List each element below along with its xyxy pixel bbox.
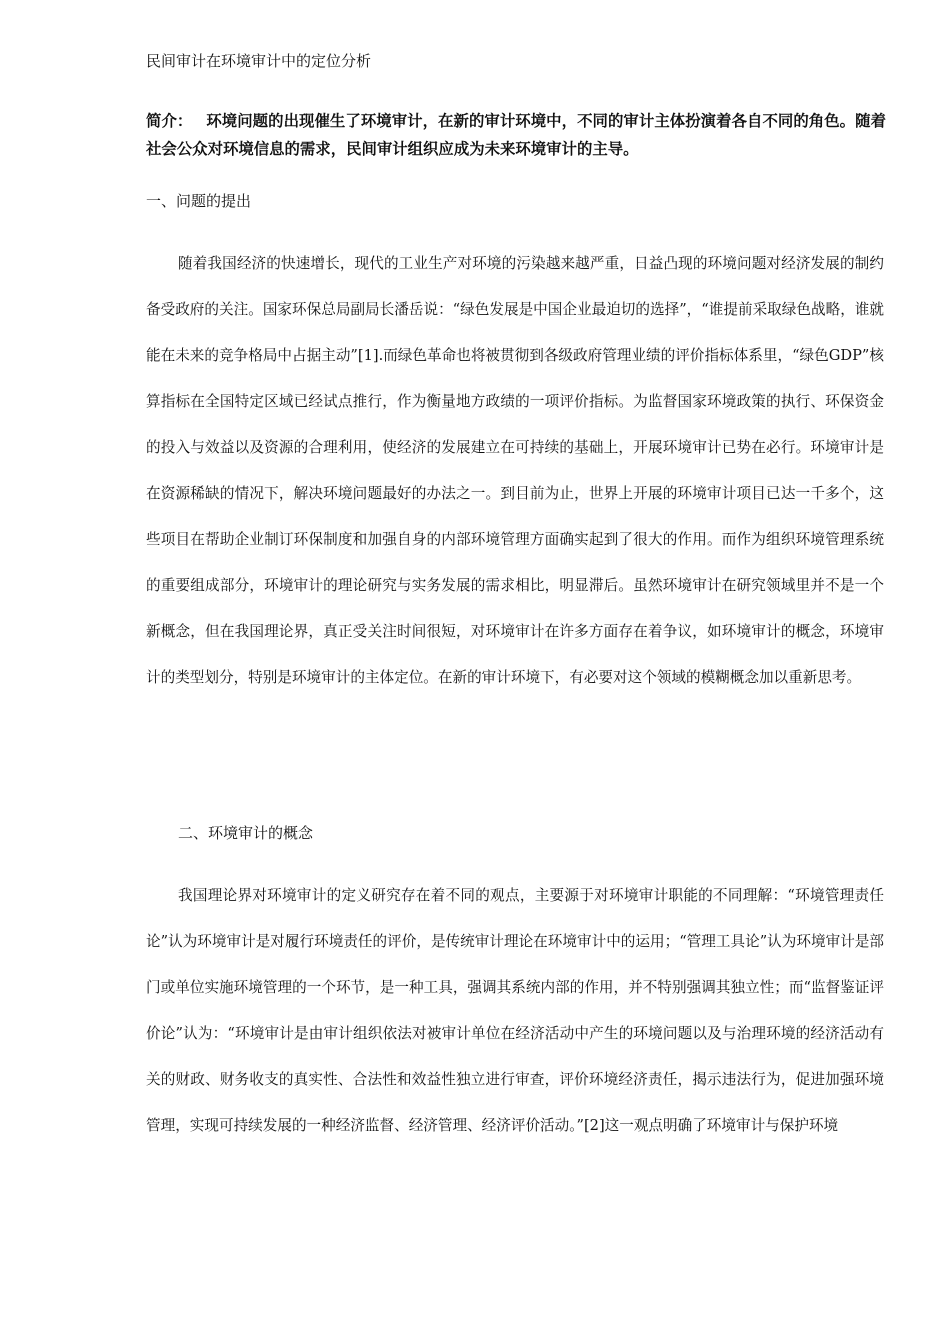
section-heading-1: 一、问题的提出 [146,192,252,210]
abstract-text: 环境问题的出现催生了环境审计，在新的审计环境中，不同的审计主体扮演着各自不同的角色。随着社会公众对环境信息的需求，民间审计组织应成为未来环境审计的主导。 [146,112,886,158]
section-heading-2: 二、环境审计的概念 [178,824,314,842]
abstract [146,107,886,163]
section-paragraph-2: 我国理论界对环境审计的定义研究存在着不同的观点，主要源于对环境审计职能的不同理解：“环境管理责任论”认为环境审计是对履行环境责任的评价，是传统审计理论在环境审计中的运用；“管理工具论”认为环境审计是部门或单位实施环境管理的一个环节，是一种工具，强调其系统内部的作用，并不特别强调其独立性；而“监督鉴证评价论”认为：“环境审计是由审计组织依法对被审计单位在经济活动中产生的环境问题以及与治理环境的经济活动有关的财政、财务收支的真实性、合法性和效益性独立进行审查，评价环境经济责任，揭示违法行为，促进加强环境管理，实现可持续发展的一种经济监督、经济管理、经济评价活动。”[2]这一观点明确了环境审计与保护环境 [146,887,884,1134]
abstract-label: 简介： [146,112,193,130]
section-paragraph-1: 随着我国经济的快速增长，现代的工业生产对环境的污染越来越严重，日益凸现的环境问题对经济发展的制约备受政府的关注。国家环保总局副局长潘岳说：“绿色发展是中国企业最迫切的选择”，“谁提前采取绿色战略，谁就能在未来的竞争格局中占据主动”[1].而绿色革命也将被贯彻到各级政府管理业绩的评价指标体系里，“绿色GDP”核算指标在全国特定区域已经试点推行，作为衡量地方政绩的一项评价指标。为监督国家环境政策的执行、环保资金的投入与效益以及资源的合理利用，使经济的发展建立在可持续的基础上，开展环境审计已势在必行。环境审计是在资源稀缺的情况下，解决环境问题最好的办法之一。到目前为止，世界上开展的环境审计项目已达一千多个，这些项目在帮助企业制订环保制度和加强自身的内部环境管理方面确实起到了很大的作用。而作为组织环境管理系统的重要组成部分，环境审计的理论研究与实务发展的需求相比，明显滞后。虽然环境审计在研究领域里并不是一个新概念，但在我国理论界，真正受关注时间很短，对环境审计在许多方面存在着争议，如环境审计的概念，环境审计的类型划分，特别是环境审计的主体定位。在新的审计环境下，有必要对这个领域的模糊概念加以重新思考。 [146,255,884,686]
document-title: 民间审计在环境审计中的定位分析 [146,52,372,70]
